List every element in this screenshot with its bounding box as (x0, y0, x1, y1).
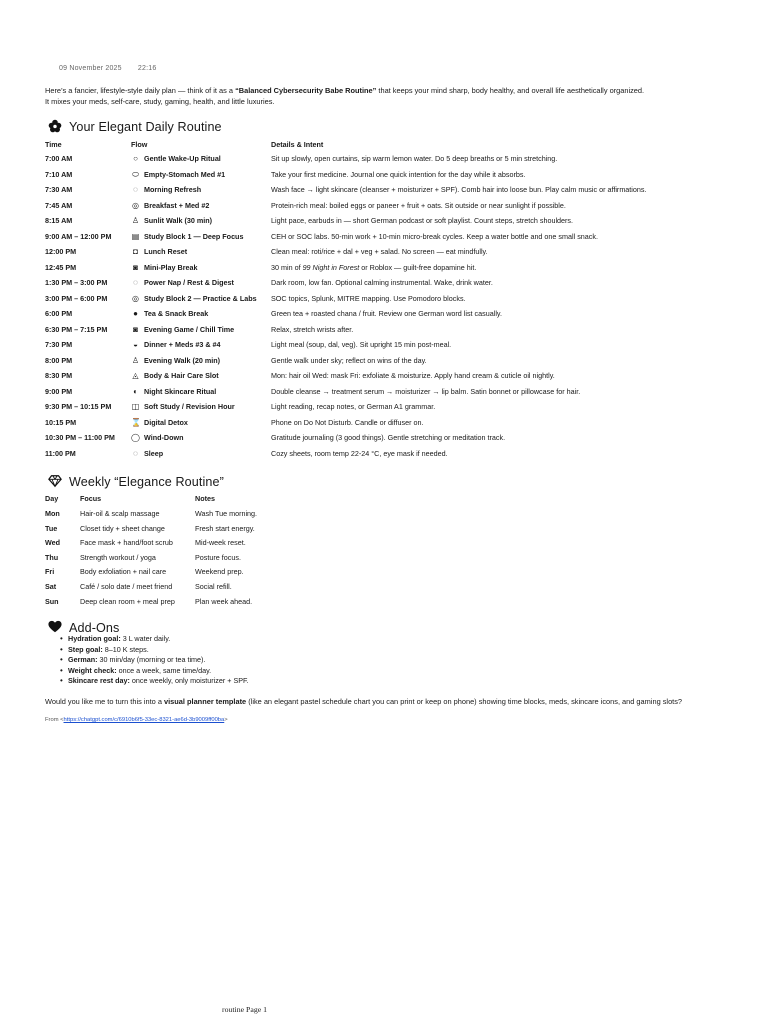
table-row (45, 371, 765, 387)
addon-label: Hydration goal: (68, 634, 121, 643)
row-focus: Deep clean room + meal prep (80, 596, 175, 606)
table-row (45, 524, 375, 539)
daily-rows (45, 154, 765, 464)
flow-icon: ◘ (133, 247, 138, 256)
addon-text: 3 L water daily. (120, 634, 171, 643)
row-time: 1:30 PM – 3:00 PM (45, 278, 108, 287)
row-flow (131, 309, 208, 318)
row-flow (131, 449, 163, 458)
row-flow (131, 387, 216, 396)
addons-heading (47, 620, 119, 635)
flow-icon: ◌ (133, 278, 138, 287)
addon-label: Step goal: (68, 644, 103, 654)
row-time: 9:00 AM – 12:00 PM (45, 231, 112, 241)
row-notes: Weekend prep. (195, 567, 244, 577)
flow-label: Dinner + Meds #3 & #4 (144, 340, 221, 349)
daily-table (45, 140, 765, 464)
daily-heading-text: Your Elegant Daily Routine (69, 120, 222, 134)
addon-text: once a week, same time/day. (116, 665, 212, 675)
row-details: Gentle walk under sky; reflect on wins of the day. (271, 355, 427, 365)
row-details: Light reading, recap notes, or German A1 grammar. (271, 402, 436, 411)
table-row (45, 597, 375, 612)
row-notes: Social refill. (195, 581, 232, 591)
flow-icon: ◒ (133, 340, 138, 349)
table-row (45, 216, 765, 232)
flower-icon (47, 119, 63, 133)
row-day: Wed (45, 538, 61, 548)
flow-icon: ♙ (131, 355, 140, 365)
weekly-heading (47, 474, 224, 489)
date-text: 09 November 2025 (59, 65, 122, 72)
row-details: Relax, stretch wrists after. (271, 324, 354, 334)
table-row (45, 433, 765, 449)
row-flow (131, 263, 198, 272)
flow-label: Wind-Down (144, 433, 184, 442)
row-details: SOC topics, Splunk, MITRE mapping. Use Pomodoro blocks. (271, 293, 466, 303)
row-day: Sun (45, 596, 59, 606)
row-focus: Strength workout / yoga (80, 552, 156, 562)
row-time: 8:00 PM (45, 355, 73, 365)
flow-icon: ◬ (132, 371, 139, 380)
flow-icon: ◯ (131, 433, 140, 442)
row-details: Mon: hair oil Wed: mask Fri: exfoliate & moisturize. Apply hand cream & cuticle oil nightly. (271, 371, 555, 380)
flow-label: Night Skincare Ritual (144, 386, 217, 396)
source-suffix: > (224, 717, 228, 723)
row-flow (131, 201, 209, 210)
intro-line-2: It mixes your meds, self-care, study, gaming, health, and little luxuries. (45, 97, 275, 106)
addon-label: Skincare rest day: (68, 676, 130, 685)
details-text: 30 min of (271, 262, 303, 272)
row-notes: Plan week ahead. (195, 596, 253, 606)
row-flow (131, 356, 220, 365)
row-flow (131, 232, 243, 241)
weekly-table (45, 494, 375, 611)
table-row (45, 247, 765, 263)
flow-icon: ◎ (132, 293, 139, 303)
col-header-details: Details & Intent (271, 140, 324, 149)
table-row (45, 278, 765, 294)
source-link[interactable]: https://chatgpt.com/c/6910b6f5-33ec-8321-ae6d-3b9009ff00ba (63, 717, 225, 723)
row-flow (131, 247, 187, 256)
flow-icon: ◌ (133, 185, 138, 194)
row-details: Green tea + roasted chana / fruit. Review one German word list casually. (271, 309, 502, 318)
intro-paragraph (45, 85, 765, 107)
row-time: 3:00 PM – 6:00 PM (45, 293, 108, 303)
row-time: 7:00 AM (45, 154, 73, 163)
addon-text: 8–10 K steps. (102, 644, 149, 654)
flow-label: Tea & Snack Break (144, 309, 209, 318)
flow-label: Sleep (144, 448, 164, 458)
row-flow (131, 170, 225, 180)
row-details: Dark room, low fan. Optional calming instrumental. Wake, drink water. (271, 278, 493, 287)
flow-label: Evening Walk (20 min) (144, 355, 221, 365)
table-row (45, 154, 765, 170)
row-time: 9:00 PM (45, 386, 73, 396)
table-row (45, 232, 765, 248)
addon-label: German: (68, 655, 98, 664)
list-item (68, 666, 249, 677)
table-row (45, 170, 765, 186)
row-details: Gratitude journaling (3 good things). Gentle stretching or meditation track. (271, 433, 506, 442)
table-row (45, 449, 765, 465)
row-time: 12:45 PM (45, 262, 77, 272)
weekly-heading-text: Weekly “Elegance Routine” (69, 475, 224, 489)
flow-icon: ◫ (131, 402, 140, 411)
row-day: Sat (45, 581, 57, 591)
row-focus: Face mask + hand/foot scrub (80, 538, 173, 548)
row-time: 12:00 PM (45, 247, 77, 256)
flow-label: Body & Hair Care Slot (144, 371, 219, 380)
row-notes: Mid-week reset. (195, 538, 246, 548)
addon-text: 30 min/day (morning or tea time). (97, 655, 206, 664)
timestamp (59, 65, 156, 72)
row-time: 10:15 PM (45, 417, 77, 427)
row-details: Light pace, earbuds in — short German podcast or soft playlist. Count steps, stretch shoulders. (271, 216, 574, 225)
row-time: 10:30 PM – 11:00 PM (45, 433, 115, 442)
row-flow (131, 371, 219, 380)
col-header-notes: Notes (195, 494, 215, 503)
row-flow (131, 278, 234, 287)
list-item (68, 655, 249, 666)
source-line (45, 717, 228, 723)
flow-icon: ⌛ (131, 417, 141, 427)
table-header-row (45, 140, 765, 151)
flow-icon: ● (133, 309, 138, 318)
intro-text: Here’s a fancier, lifestyle-style daily plan — think of it as a (45, 86, 236, 95)
row-flow (131, 294, 257, 303)
flow-label: Sunlit Walk (30 min) (144, 216, 213, 225)
row-notes: Wash Tue morning. (195, 509, 258, 518)
time-text: 22:16 (137, 65, 157, 72)
row-details: Clean meal: roti/rice + dal + veg + salad. No screen — eat mindfully. (271, 247, 488, 256)
daily-heading (47, 119, 222, 134)
table-row (45, 356, 765, 372)
table-row (45, 538, 375, 553)
row-time: 7:30 PM (45, 340, 73, 349)
addons-heading-text: Add-Ons (69, 621, 120, 635)
row-details: Phone on Do Not Disturb. Candle or diffuser on. (271, 417, 424, 427)
intro-bold-text: “Balanced Cybersecurity Babe Routine” (235, 86, 377, 95)
flow-label: Study Block 2 — Practice & Labs (144, 293, 257, 303)
flow-icon: ○ (133, 154, 138, 163)
flow-icon: ⬭ (132, 169, 139, 179)
row-day: Fri (45, 567, 55, 577)
flow-icon: ♙ (131, 216, 140, 225)
row-flow (131, 325, 234, 334)
table-row (45, 567, 375, 582)
row-details: Sit up slowly, open curtains, sip warm lemon water. Do 5 deep breaths or 5 min stretching. (271, 154, 558, 163)
table-row (45, 402, 765, 418)
row-time: 9:30 PM – 10:15 PM (45, 402, 112, 411)
flow-label: Mini-Play Break (144, 262, 198, 272)
row-notes: Posture focus. (195, 552, 241, 562)
closing-question (45, 697, 682, 706)
closing-text: Would you like me to turn this into a (45, 697, 164, 706)
flow-icon: ◐ (133, 386, 138, 396)
flow-label: Gentle Wake-Up Ritual (144, 154, 221, 163)
table-row (45, 418, 765, 434)
row-focus: Hair-oil & scalp massage (80, 509, 160, 518)
table-row (45, 509, 375, 524)
table-row (45, 294, 765, 310)
row-flow (131, 402, 235, 411)
row-details: Light meal (soup, dal, veg). Sit upright 15 min post-meal. (271, 340, 452, 349)
col-header-day: Day (45, 494, 59, 503)
table-row (45, 309, 765, 325)
col-header-time: Time (45, 140, 62, 149)
row-time: 6:30 PM – 7:15 PM (45, 324, 108, 334)
weekly-rows (45, 509, 375, 611)
row-time: 6:00 PM (45, 309, 73, 318)
flow-label: Evening Game / Chill Time (144, 324, 235, 334)
row-details: Take your first medicine. Journal one quick intention for the day while it absorbs. (271, 169, 526, 179)
heart-icon (47, 620, 63, 634)
row-details: Cozy sheets, room temp 22-24 °C, eye mask if needed. (271, 448, 448, 458)
row-details: Double cleanse → treatment serum → moisturizer → lip balm. Satin bonnet or pillowcase for hair. (271, 386, 581, 396)
flow-label: Power Nap / Rest & Digest (144, 278, 234, 287)
intro-line-1 (45, 85, 765, 96)
source-prefix: From < (45, 717, 64, 723)
row-details: Protein-rich meal: boiled eggs or paneer + fruit + oats. Sit outside or near sunlight if possible. (271, 200, 566, 210)
row-time: 8:15 AM (45, 216, 73, 225)
row-time: 11:00 PM (45, 448, 76, 458)
row-details (271, 263, 476, 272)
row-flow (131, 185, 201, 194)
row-flow (131, 418, 188, 427)
row-day: Tue (45, 523, 58, 533)
row-flow (131, 216, 212, 225)
table-row (45, 185, 765, 201)
row-flow (131, 433, 183, 442)
table-row (45, 582, 375, 597)
table-row (45, 340, 765, 356)
diamond-icon (47, 474, 63, 488)
list-item (68, 645, 249, 656)
row-flow (131, 340, 221, 349)
row-details: Wash face → light skincare (cleanser + moisturizer + SPF). Comb hair into loose bun. Play calm music or affirmations. (271, 185, 647, 194)
table-row (45, 263, 765, 279)
intro-text: that keeps your mind sharp, body healthy, and overall life aesthetically organized. (376, 86, 645, 95)
row-time: 7:10 AM (45, 169, 73, 179)
flow-label: Breakfast + Med #2 (144, 200, 210, 210)
addon-text: once weekly, only moisturizer + SPF. (129, 676, 249, 685)
closing-bold-text: visual planner template (164, 697, 247, 706)
flow-icon: ◙ (133, 324, 138, 334)
closing-text: (like an elegant pastel schedule chart you can print or keep on phone) showing time blocks, meds, skincare icons, and gaming slots? (246, 697, 683, 706)
row-flow (131, 154, 221, 163)
flow-label: Study Block 1 — Deep Focus (144, 231, 244, 241)
table-row (45, 201, 765, 217)
row-day: Thu (45, 552, 59, 562)
flow-icon: ▤ (131, 231, 140, 241)
row-focus: Café / solo date / meet friend (80, 581, 173, 591)
row-details: CEH or SOC labs. 50-min work + 10-min micro-break cycles. Keep a water bottle and one small snack. (271, 231, 598, 241)
flow-label: Lunch Reset (144, 247, 188, 256)
row-focus: Body exfoliation + nail care (80, 567, 167, 577)
flow-icon: ◌ (133, 448, 138, 458)
flow-label: Morning Refresh (144, 185, 202, 194)
table-row (45, 387, 765, 403)
row-time: 8:30 PM (45, 371, 73, 380)
page-footer: routine Page 1 (222, 1005, 268, 1014)
flow-label: Digital Detox (144, 417, 188, 427)
addon-label: Weight check: (68, 665, 117, 675)
table-header-row (45, 494, 375, 505)
list-item (68, 676, 249, 687)
addons-list (68, 634, 249, 687)
row-time: 7:30 AM (45, 185, 73, 194)
row-time: 7:45 AM (45, 200, 73, 210)
col-header-flow: Flow (131, 140, 148, 149)
row-notes: Fresh start energy. (195, 523, 255, 533)
row-focus: Closet tidy + sheet change (80, 523, 165, 533)
flow-label: Empty-Stomach Med #1 (144, 169, 226, 179)
list-item (68, 634, 249, 645)
table-row (45, 553, 375, 568)
table-row (45, 325, 765, 341)
flow-icon: ◙ (133, 262, 138, 272)
col-header-focus: Focus (80, 494, 102, 503)
flow-label: Soft Study / Revision Hour (144, 402, 235, 411)
row-day: Mon (45, 509, 60, 518)
details-text: or Roblox — guilt-free dopamine hit. (359, 262, 477, 272)
flow-icon: ◎ (132, 200, 139, 210)
details-italic-text: 99 Night in Forest (302, 262, 360, 272)
